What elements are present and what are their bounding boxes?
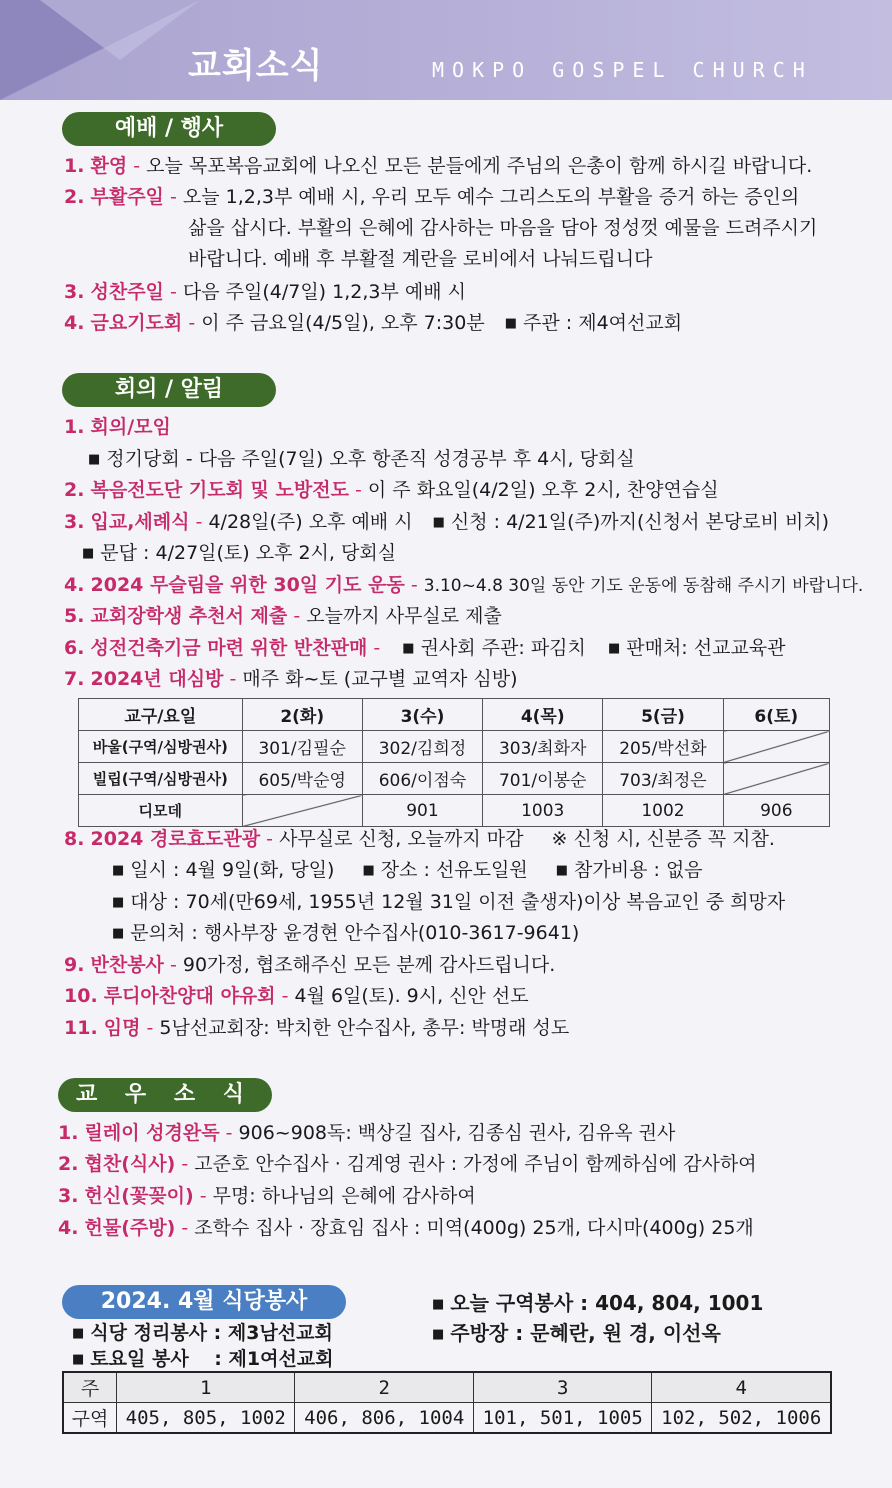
table-header-row — [63, 1372, 831, 1403]
saturday-service: ■ 토요일 봉사 : 제1여선교회 — [72, 1348, 334, 1370]
notice-item-5: 5. 교회장학생 추천서 제출 - 오늘까지 사무실로 제출 — [64, 605, 502, 627]
notice-item-10: 10. 루디아찬양대 야유회 - 4월 6일(토). 9시, 신안 선도 — [64, 985, 529, 1007]
notice-item-1-sub: ■ 정기당회 - 다음 주일(7일) 오후 항존직 성경공부 후 4시, 당회실 — [88, 448, 635, 470]
table-row — [79, 731, 830, 763]
notice-item-8: 8. 2024 경로효도관광 - 사무실로 신청, 오늘까지 마감 ※ 신청 시, 신분증 꼭 지참. — [64, 828, 775, 850]
table-cell: 605/박순영 — [242, 763, 362, 795]
table-header-cell: 교구/요일 — [79, 699, 243, 731]
notice-item-1: 1. 회의/모임 — [64, 416, 171, 438]
notice-item-11: 11. 임명 - 5남선교회장: 박치한 안수집사, 총무: 박명래 성도 — [64, 1017, 570, 1039]
notice-item-4: 4. 2024 무슬림을 위한 30일 기도 운동 - 3.10~4.8 30일 동안 기도 운동에 동참해 주시기 바랍니다. — [64, 574, 864, 596]
table-cell: 바울(구역/심방권사) — [79, 731, 243, 763]
table-cell: 703/최정은 — [603, 763, 723, 795]
member-news-item-4: 4. 헌물(주방) - 조학수 집사 · 장효임 집사 : 미역(400g) 25개, 다시마(400g) 25개 — [58, 1217, 754, 1239]
table-cell-empty — [723, 763, 829, 795]
table-header-cell: 주 — [63, 1372, 117, 1403]
member-news-item-1: 1. 릴레이 성경완독 - 906~908독: 백상길 집사, 김종심 권사, 김유옥 권사 — [58, 1122, 676, 1144]
table-header-cell: 4 — [652, 1372, 831, 1403]
page-title: 교회소식 — [188, 46, 324, 86]
worship-item-3: 3. 성찬주일 - 다음 주일(4/7일) 1,2,3부 예배 시 — [64, 281, 466, 303]
worship-item-2-cont: 삶을 삽시다. 부활의 은혜에 감사하는 마음을 담아 정성껏 예물을 드려주시기 — [188, 217, 818, 239]
table-cell: 606/이점숙 — [362, 763, 482, 795]
notice-item-3: 3. 입교,세례식 - 4/28일(주) 오후 예배 시 ■ 신청 : 4/21일(주)까지(신청서 본당로비 비치) — [64, 511, 830, 533]
table-header-cell: 5(금) — [603, 699, 723, 731]
table-header-cell: 2 — [295, 1372, 473, 1403]
table-cell-empty — [242, 795, 362, 827]
table-cell: 101, 501, 1005 — [473, 1403, 651, 1434]
notice-item-8-contact: ■ 문의처 : 행사부장 윤경현 안수집사(010-3617-9641) — [112, 922, 580, 944]
table-cell: 901 — [362, 795, 482, 827]
header-banner — [0, 0, 892, 100]
notice-item-2: 2. 복음전도단 기도회 및 노방전도 - 이 주 화요일(4/2일) 오후 2시, 찬양연습실 — [64, 479, 719, 501]
table-header-cell: 2(화) — [242, 699, 362, 731]
table-header-cell: 3 — [473, 1372, 651, 1403]
notice-item-3-sub: ■ 문답 : 4/27일(토) 오후 2시, 당회실 — [82, 542, 397, 564]
church-name: MOKPO GOSPEL CHURCH — [432, 58, 813, 82]
table-header-cell: 3(수) — [362, 699, 482, 731]
table-header-row — [79, 699, 830, 731]
table-row — [79, 763, 830, 795]
notice-item-6: 6. 성전건축기금 마련 위한 반찬판매 - ■ 권사회 주관: 파김치 ■ 판매처: 선교교육관 — [64, 637, 786, 659]
table-header-cell: 4(목) — [483, 699, 603, 731]
table-cell-empty — [723, 731, 829, 763]
notice-item-7: 7. 2024년 대심방 - 매주 화~토 (교구별 교역자 심방) — [64, 668, 518, 690]
today-district-service: ■ 오늘 구역봉사 : 404, 804, 1001 — [432, 1291, 764, 1315]
table-cell: 701/이봉순 — [483, 763, 603, 795]
table-cell: 205/박선화 — [603, 731, 723, 763]
table-cell: 빌립(구역/심방권사) — [79, 763, 243, 795]
member-news-item-3: 3. 헌신(꽃꽂이) - 무명: 하나님의 은혜에 감사하여 — [58, 1185, 476, 1207]
table-cell: 디모데 — [79, 795, 243, 827]
section-title-member-news: 교 우 소 식 — [58, 1078, 272, 1112]
notice-item-8-details: ■ 일시 : 4월 9일(화, 당일) ■ 장소 : 선유도일원 ■ 참가비용 : 없음 — [112, 859, 703, 881]
head-cooks: ■ 주방장 : 문혜란, 원 경, 이선옥 — [432, 1321, 721, 1345]
table-cell: 1002 — [603, 795, 723, 827]
visit-schedule-table — [78, 698, 830, 827]
notice-item-9: 9. 반찬봉사 - 90가정, 협조해주신 모든 분께 감사드립니다. — [64, 954, 556, 976]
worship-item-2: 2. 부활주일 - 오늘 1,2,3부 예배 시, 우리 모두 예수 그리스도의 부활을 증거 하는 증인의 — [64, 186, 800, 208]
table-row — [63, 1403, 831, 1434]
decor-triangle — [40, 0, 200, 60]
table-cell: 303/최화자 — [483, 731, 603, 763]
notice-item-8-target: ■ 대상 : 70세(만69세, 1955년 12월 31일 이전 출생자)이상 복음교인 중 희망자 — [112, 891, 786, 913]
table-cell: 302/김희정 — [362, 731, 482, 763]
table-cell: 1003 — [483, 795, 603, 827]
table-row — [79, 795, 830, 827]
worship-item-1: 1. 환영 - 오늘 목포복음교회에 나오신 모든 분들에게 주님의 은총이 함께 하시길 바랍니다. — [64, 155, 813, 177]
worship-item-2-cont: 바랍니다. 예배 후 부활절 계란을 로비에서 나눠드립니다 — [188, 248, 653, 270]
table-cell: 301/김필순 — [242, 731, 362, 763]
section-title-notices: 회의 / 알림 — [62, 373, 276, 407]
kitchen-cleanup: ■ 식당 정리봉사 : 제3남선교회 — [72, 1322, 333, 1344]
table-header-cell: 6(토) — [723, 699, 829, 731]
table-cell: 405, 805, 1002 — [117, 1403, 295, 1434]
table-header-cell: 1 — [117, 1372, 295, 1403]
table-cell: 906 — [723, 795, 829, 827]
member-news-item-2: 2. 협찬(식사) - 고준호 안수집사 · 김계영 권사 : 가정에 주님이 함께하심에 감사하여 — [58, 1153, 757, 1175]
kitchen-schedule-table — [62, 1371, 832, 1434]
section-title-worship: 예배 / 행사 — [62, 112, 276, 146]
table-cell: 102, 502, 1006 — [652, 1403, 831, 1434]
table-cell: 406, 806, 1004 — [295, 1403, 473, 1434]
section-title-kitchen: 2024. 4월 식당봉사 — [62, 1285, 346, 1319]
worship-item-4: 4. 금요기도회 - 이 주 금요일(4/5일), 오후 7:30분 ■ 주관 : 제4여선교회 — [64, 312, 683, 334]
table-cell: 구역 — [63, 1403, 117, 1434]
